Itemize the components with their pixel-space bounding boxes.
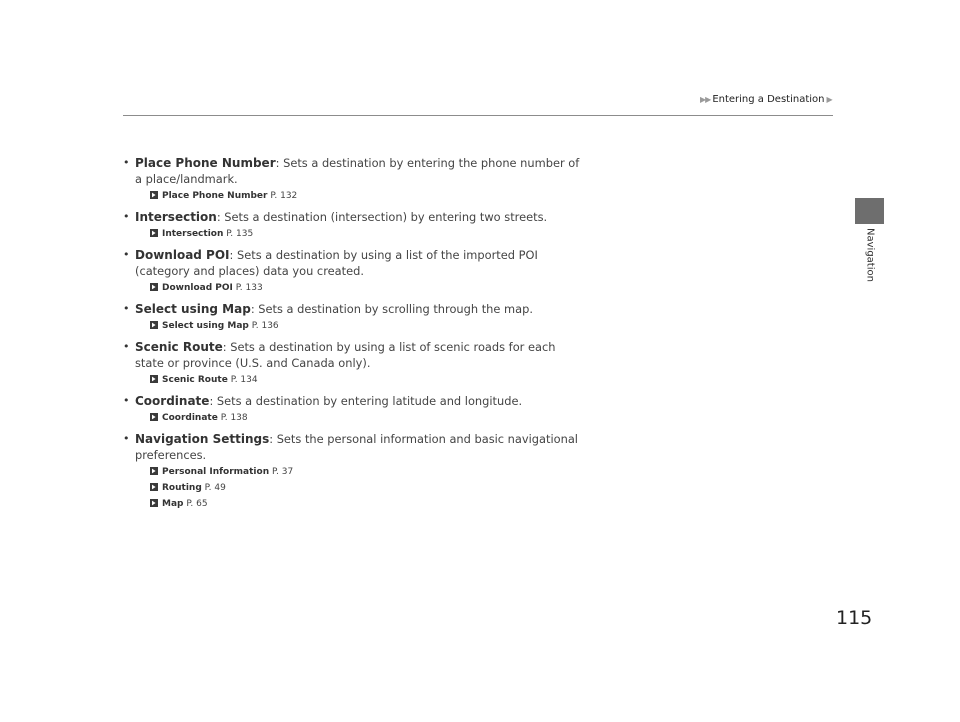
reference-arrow-icon <box>150 483 158 491</box>
reference-title: Select using Map <box>162 321 249 331</box>
bullet-icon: • <box>123 432 130 445</box>
breadcrumb <box>700 94 832 105</box>
list-item <box>123 431 583 511</box>
item-term: Place Phone Number <box>135 156 276 170</box>
reference-page: P. 136 <box>251 321 279 331</box>
reference-arrow-icon <box>150 191 158 199</box>
item-term: Download POI <box>135 248 230 262</box>
list-item <box>123 155 583 203</box>
item-term: Scenic Route <box>135 340 223 354</box>
cross-reference-link[interactable] <box>150 281 583 295</box>
page-number: 115 <box>836 607 873 629</box>
triangle-icon: ▶ <box>826 95 832 104</box>
list-item <box>123 393 583 425</box>
reference-page: P. 135 <box>226 229 254 239</box>
reference-page: P. 132 <box>270 191 298 201</box>
reference-arrow-icon <box>150 413 158 421</box>
reference-title: Download POI <box>162 283 233 293</box>
reference-title: Scenic Route <box>162 375 228 385</box>
list-item <box>123 339 583 387</box>
header-divider <box>123 115 833 116</box>
reference-arrow-icon <box>150 499 158 507</box>
reference-page: P. 65 <box>186 499 208 509</box>
reference-title: Coordinate <box>162 413 218 423</box>
reference-arrow-icon <box>150 321 158 329</box>
cross-reference-link[interactable] <box>150 481 583 495</box>
breadcrumb-text[interactable]: Entering a Destination <box>712 94 825 105</box>
item-description: : Sets a destination by entering latitude and longitude. <box>209 394 523 408</box>
list-item <box>123 247 583 295</box>
section-tab-marker <box>855 198 884 224</box>
reference-page: P. 49 <box>204 483 226 493</box>
destination-options-list <box>123 155 583 517</box>
bullet-icon: • <box>123 394 130 407</box>
bullet-icon: • <box>123 248 130 261</box>
cross-reference-link[interactable] <box>150 319 583 333</box>
reference-title: Routing <box>162 483 202 493</box>
cross-reference-link[interactable] <box>150 373 583 387</box>
reference-arrow-icon <box>150 375 158 383</box>
bullet-icon: • <box>123 340 130 353</box>
cross-reference-link[interactable] <box>150 411 583 425</box>
cross-reference-link[interactable] <box>150 189 583 203</box>
item-description: : Sets a destination by entering the phone number of a place/landmark. <box>135 156 580 186</box>
cross-reference-link[interactable] <box>150 465 583 479</box>
item-description: : Sets the personal information and basic navigational preferences. <box>135 432 578 462</box>
cross-reference-link[interactable] <box>150 227 583 241</box>
reference-arrow-icon <box>150 283 158 291</box>
double-triangle-icon: ▶▶ <box>700 95 711 104</box>
reference-arrow-icon <box>150 467 158 475</box>
item-description: : Sets a destination by using a list of the imported POI (category and places) data you created. <box>135 248 538 278</box>
reference-arrow-icon <box>150 229 158 237</box>
cross-reference-link[interactable] <box>150 497 583 511</box>
item-term: Select using Map <box>135 302 251 316</box>
reference-title: Map <box>162 499 184 509</box>
item-description: : Sets a destination (intersection) by entering two streets. <box>216 210 548 224</box>
reference-page: P. 134 <box>230 375 258 385</box>
list-item <box>123 301 583 333</box>
reference-title: Personal Information <box>162 467 270 477</box>
item-term: Coordinate <box>135 394 210 408</box>
bullet-icon: • <box>123 302 130 315</box>
reference-title: Intersection <box>162 229 224 239</box>
item-term: Navigation Settings <box>135 432 270 446</box>
reference-page: P. 133 <box>235 283 263 293</box>
bullet-icon: • <box>123 156 130 169</box>
item-term: Intersection <box>135 210 217 224</box>
list-item <box>123 209 583 241</box>
section-label: Navigation <box>864 228 876 282</box>
item-description: : Sets a destination by scrolling through the map. <box>250 302 533 316</box>
reference-page: P. 138 <box>220 413 248 423</box>
reference-title: Place Phone Number <box>162 191 268 201</box>
bullet-icon: • <box>123 210 130 223</box>
reference-page: P. 37 <box>271 467 294 477</box>
item-description: : Sets a destination by using a list of scenic roads for each state or province (U.S. and Canada only). <box>135 340 556 370</box>
